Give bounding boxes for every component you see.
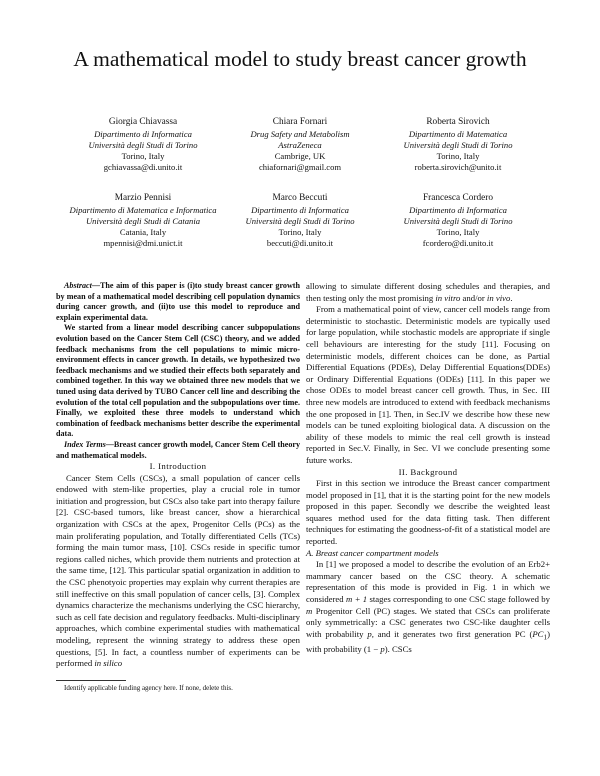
index-terms-text: —Breast cancer growth model, Cancer Stem Cell theory and mathematical models. xyxy=(56,439,301,460)
author-univ: Università degli Studi di Torino xyxy=(88,140,198,150)
index-terms-label: Index Terms xyxy=(64,439,106,449)
author-city: Cambrige, UK xyxy=(274,151,326,161)
text-italic: in vitro xyxy=(435,292,461,303)
author-dept: Dipartimento di Matematica e Informatica xyxy=(69,205,217,215)
author-city: Torino, Italy xyxy=(436,151,480,161)
text-run: stages corresponding to one CSC stage followed by xyxy=(367,594,550,605)
author-block xyxy=(58,117,228,173)
math-inline: PC xyxy=(532,628,544,639)
author-dept: Dipartimento di Informatica xyxy=(94,129,192,139)
author-email[interactable]: fcordero@di.unito.it xyxy=(422,238,494,248)
author-name: Giorgia Chiavassa xyxy=(108,117,178,127)
abstract-paragraph xyxy=(56,281,300,323)
author-name: Francesca Cordero xyxy=(423,193,493,203)
author-city: Torino, Italy xyxy=(121,151,165,161)
author-name: Marco Beccuti xyxy=(272,193,328,203)
abstract-text: —The aim of this paper is (i)to study breast cancer growth by mean of a mathematical model describing cell population dynamics during cancer growth, and (ii)to use this model to reproduce and explain experimental data. xyxy=(56,281,300,322)
author-dept: Drug Safety and Metabolism xyxy=(250,129,350,139)
author-email[interactable]: mpennisi@dmi.unict.it xyxy=(103,238,183,248)
author-email[interactable]: chiafornari@gmail.com xyxy=(258,162,342,172)
author-block xyxy=(215,193,385,249)
paper-title: A mathematical model to study breast cancer growth xyxy=(73,47,527,71)
text-run: . xyxy=(510,292,513,303)
text-run: allowing to simulate different dosing schedules and therapies, and then testing only the most promising xyxy=(306,281,550,303)
author-dept: Dipartimento di Matematica xyxy=(408,129,508,139)
body-paragraph: From a mathematical point of view, cancer cell models range from deterministic to stochastic. Deterministic models are typically used for large population, while stochastic models are appropriate if single cell behaviours are interesting for the study [11]. Focusing on deterministic models, different choices can be done, as Partial Differential Equations (PDEs), Delay Differential Equations(DDEs) or Ordinary Differential Equations (ODEs) [11]. In this paper we chose ODEs to model breast cancer cell growth. Thus, in Sec. III three new models are introduced to extend with feedback mechanisms the one proposed in [1]. Then, in Sec.IV we describe how these new models can be tuned exploiting biological data. A discussion on the ability of these models to mimic the real cell growth is instead reported in Sec.V. Finally, in Sec. VI we conclude presenting some future works. xyxy=(306,304,550,465)
author-dept: Dipartimento di Informatica xyxy=(409,205,507,215)
author-city: Torino, Italy xyxy=(436,227,480,237)
abstract xyxy=(56,281,300,461)
left-column xyxy=(56,281,300,693)
text-run: , and it generates two first generation PC ( xyxy=(371,628,533,639)
abstract-paragraph: We started from a linear model describing cancer subpopulations evolution based on the Cancer Stem Cell (CSC) theory, and we added feedback mechanisms from the cell populations to mimic micro- environment effects in cancer growth. In details, we hypothesized two feedback mechanisms and we studied their effects both separately and combined together. In this way we obtained three new models that we tuned using data derived by TUBO Cancer cell line and describing the evolution of the total cell population and the subpopulations over time. Finally, we exploited these three models to understand which combination of feedback mechanisms better describe the experimental data. xyxy=(56,323,300,439)
text-run: and/or xyxy=(460,292,487,303)
math-inline: m xyxy=(306,605,313,616)
author-name: Chiara Fornari xyxy=(272,117,328,127)
author-univ: Università degli Studi di Torino xyxy=(403,216,513,226)
author-email[interactable]: roberta.sirovich@unito.it xyxy=(414,162,502,172)
body-paragraph: First in this section we introduce the Breast cancer compartment model proposed in [1], that it is the starting point for the new models proposed in this paper. Secondly we describe the weighted least squares method used for the data fitting task. Then different techniques for estimating the goodness-of-fit of a statistical model are reported. xyxy=(306,478,550,547)
author-block xyxy=(58,193,228,249)
author-city: Catania, Italy xyxy=(119,227,167,237)
math-inline: m + 1 xyxy=(345,594,368,605)
author-dept: Dipartimento di Informatica xyxy=(251,205,349,215)
section-heading: II. Background xyxy=(398,466,458,477)
text-italic: in vivo xyxy=(486,292,511,303)
math-subscript: 1 xyxy=(543,633,548,642)
footnote-rule xyxy=(56,680,126,681)
math-inline: p xyxy=(380,644,385,655)
footnote: Identify applicable funding agency here. If none, delete this. xyxy=(64,683,233,692)
author-name: Marzio Pennisi xyxy=(114,193,172,203)
author-block xyxy=(215,117,385,173)
author-name: Roberta Sirovich xyxy=(426,117,490,127)
math-inline: p xyxy=(367,628,372,639)
intro-paragraph xyxy=(56,473,300,670)
author-block xyxy=(373,117,543,173)
author-block xyxy=(373,193,543,249)
author-email[interactable]: gchiavassa@di.unito.it xyxy=(103,162,183,172)
intro-text: Cancer Stem Cells (CSCs), a small population of cancer cells endowed with stem-like properties, play a crucial role in tumor initiation and progression, but CSCs also take part into therapy failure [2]. CSC-based tumors, like breast cancer, show a hierarchical organization with CSCs at the apex, Progenitor Cells (PCs) as the main proliferating population, and Totally differentiated Cells (TCs) forming the main tumor mass, [10]. CSCs reside in specific tumor regions called niches, which provide them nutrients and protection at the same time, [12]. This particular spatial organization in addition to the CSC phenotyoic properties may explain why current therapies are still ineffective on this small population of cancer cells, [3]. Complex dynamics characterize the mechanisms underlying the CSC hierarchy, such as cell fate decision and regulatory feedbacks. Multi-disciplinary approaches, which combine experimental studies with mathematical modeling, represent the winning strategy to address these open questions, [5]. In fact, a countless number of experiments can be performed xyxy=(56,472,300,669)
section-heading: I. Introduction xyxy=(149,461,207,472)
text-run: ). CSCs xyxy=(384,644,412,655)
body-paragraph xyxy=(306,559,550,655)
author-univ: Università degli Studi di Torino xyxy=(403,140,513,150)
text-run: In [1] we proposed a model to describe the evolution of an Erb2+ mammary cancer based on the CSC theory. A schematic representation of this mode is provided in Fig. 1 in which we considered xyxy=(306,559,550,605)
author-email[interactable]: beccuti@di.unito.it xyxy=(266,238,334,248)
author-univ: AstraZeneca xyxy=(278,140,322,150)
right-column xyxy=(306,281,550,656)
subsection-heading: A. Breast cancer compartment models xyxy=(306,547,439,558)
author-univ: Università degli Studi di Torino xyxy=(245,216,355,226)
intro-italic: in silico xyxy=(94,658,123,669)
author-univ: Università degli Studi di Catania xyxy=(85,216,201,226)
text-run: Progenitor Cell (PC) stages. We stated that CSCs can proliferate only symmetrically: a CSC generates two CSC-like daughter cells with probability xyxy=(306,605,550,639)
author-city: Torino, Italy xyxy=(278,227,322,237)
abstract-label: Abstract xyxy=(64,281,92,290)
text-run: ) with probability (1 − xyxy=(306,628,550,655)
index-terms xyxy=(56,440,300,461)
body-paragraph xyxy=(306,281,550,304)
